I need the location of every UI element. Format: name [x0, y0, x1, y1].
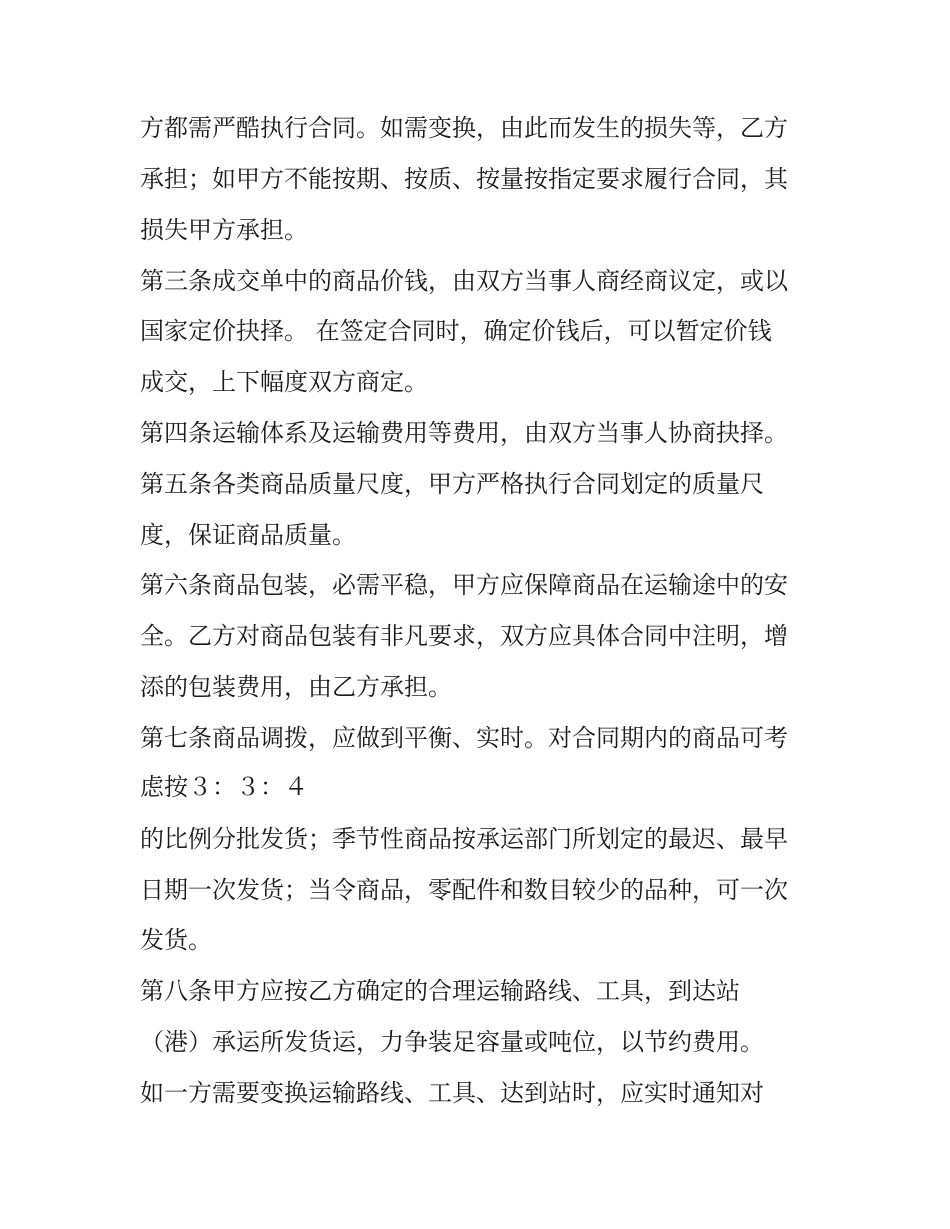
text-line: 添的包装费用，由乙方承担。: [140, 673, 452, 701]
text-line: 方都需严酷执行合同。如需变换，由此而发生的损失等，乙方: [140, 114, 788, 142]
text-line: 发货。: [140, 926, 212, 954]
text-line: 度，保证商品质量。: [140, 521, 356, 549]
text-line: 如一方需要变换运输路线、工具、达到站时，应实时通知对: [140, 1079, 764, 1107]
text-line: 虑按３：３：４: [140, 773, 308, 801]
text-line: 第四条运输体系及运输费用等费用，由双方当事人协商抉择。: [140, 419, 788, 447]
text-line: 第五条各类商品质量尺度，甲方严格执行合同划定的质量尺: [140, 470, 764, 498]
text-line: 第八条甲方应按乙方确定的合理运输路线、工具，到达站: [140, 977, 740, 1005]
text-line: 损失甲方承担。: [140, 216, 308, 244]
text-line: 第七条商品调拨，应做到平衡、实时。对合同期内的商品可考: [140, 724, 788, 752]
text-line: 成交，上下幅度双方商定。: [140, 368, 428, 396]
text-line: （港）承运所发货运，力争装足容量或吨位，以节约费用。: [140, 1028, 764, 1056]
text-line: 第三条成交单中的商品价钱，由双方当事人商经商议定，或以: [140, 267, 788, 295]
text-line: 日期一次发货；当令商品，零配件和数目较少的品种，可一次: [140, 876, 788, 904]
text-line: 的比例分批发货；季节性商品按承运部门所划定的最迟、最早: [140, 825, 788, 853]
text-line: 承担；如甲方不能按期、按质、按量按指定要求履行合同，其: [140, 165, 788, 193]
text-line: 全。乙方对商品包装有非凡要求，双方应具体合同中注明，增: [140, 622, 788, 650]
text-line: 国家定价抉择。 在签定合同时，确定价钱后，可以暂定价钱: [140, 317, 772, 345]
text-line: 第六条商品包装，必需平稳，甲方应保障商品在运输途中的安: [140, 571, 788, 599]
